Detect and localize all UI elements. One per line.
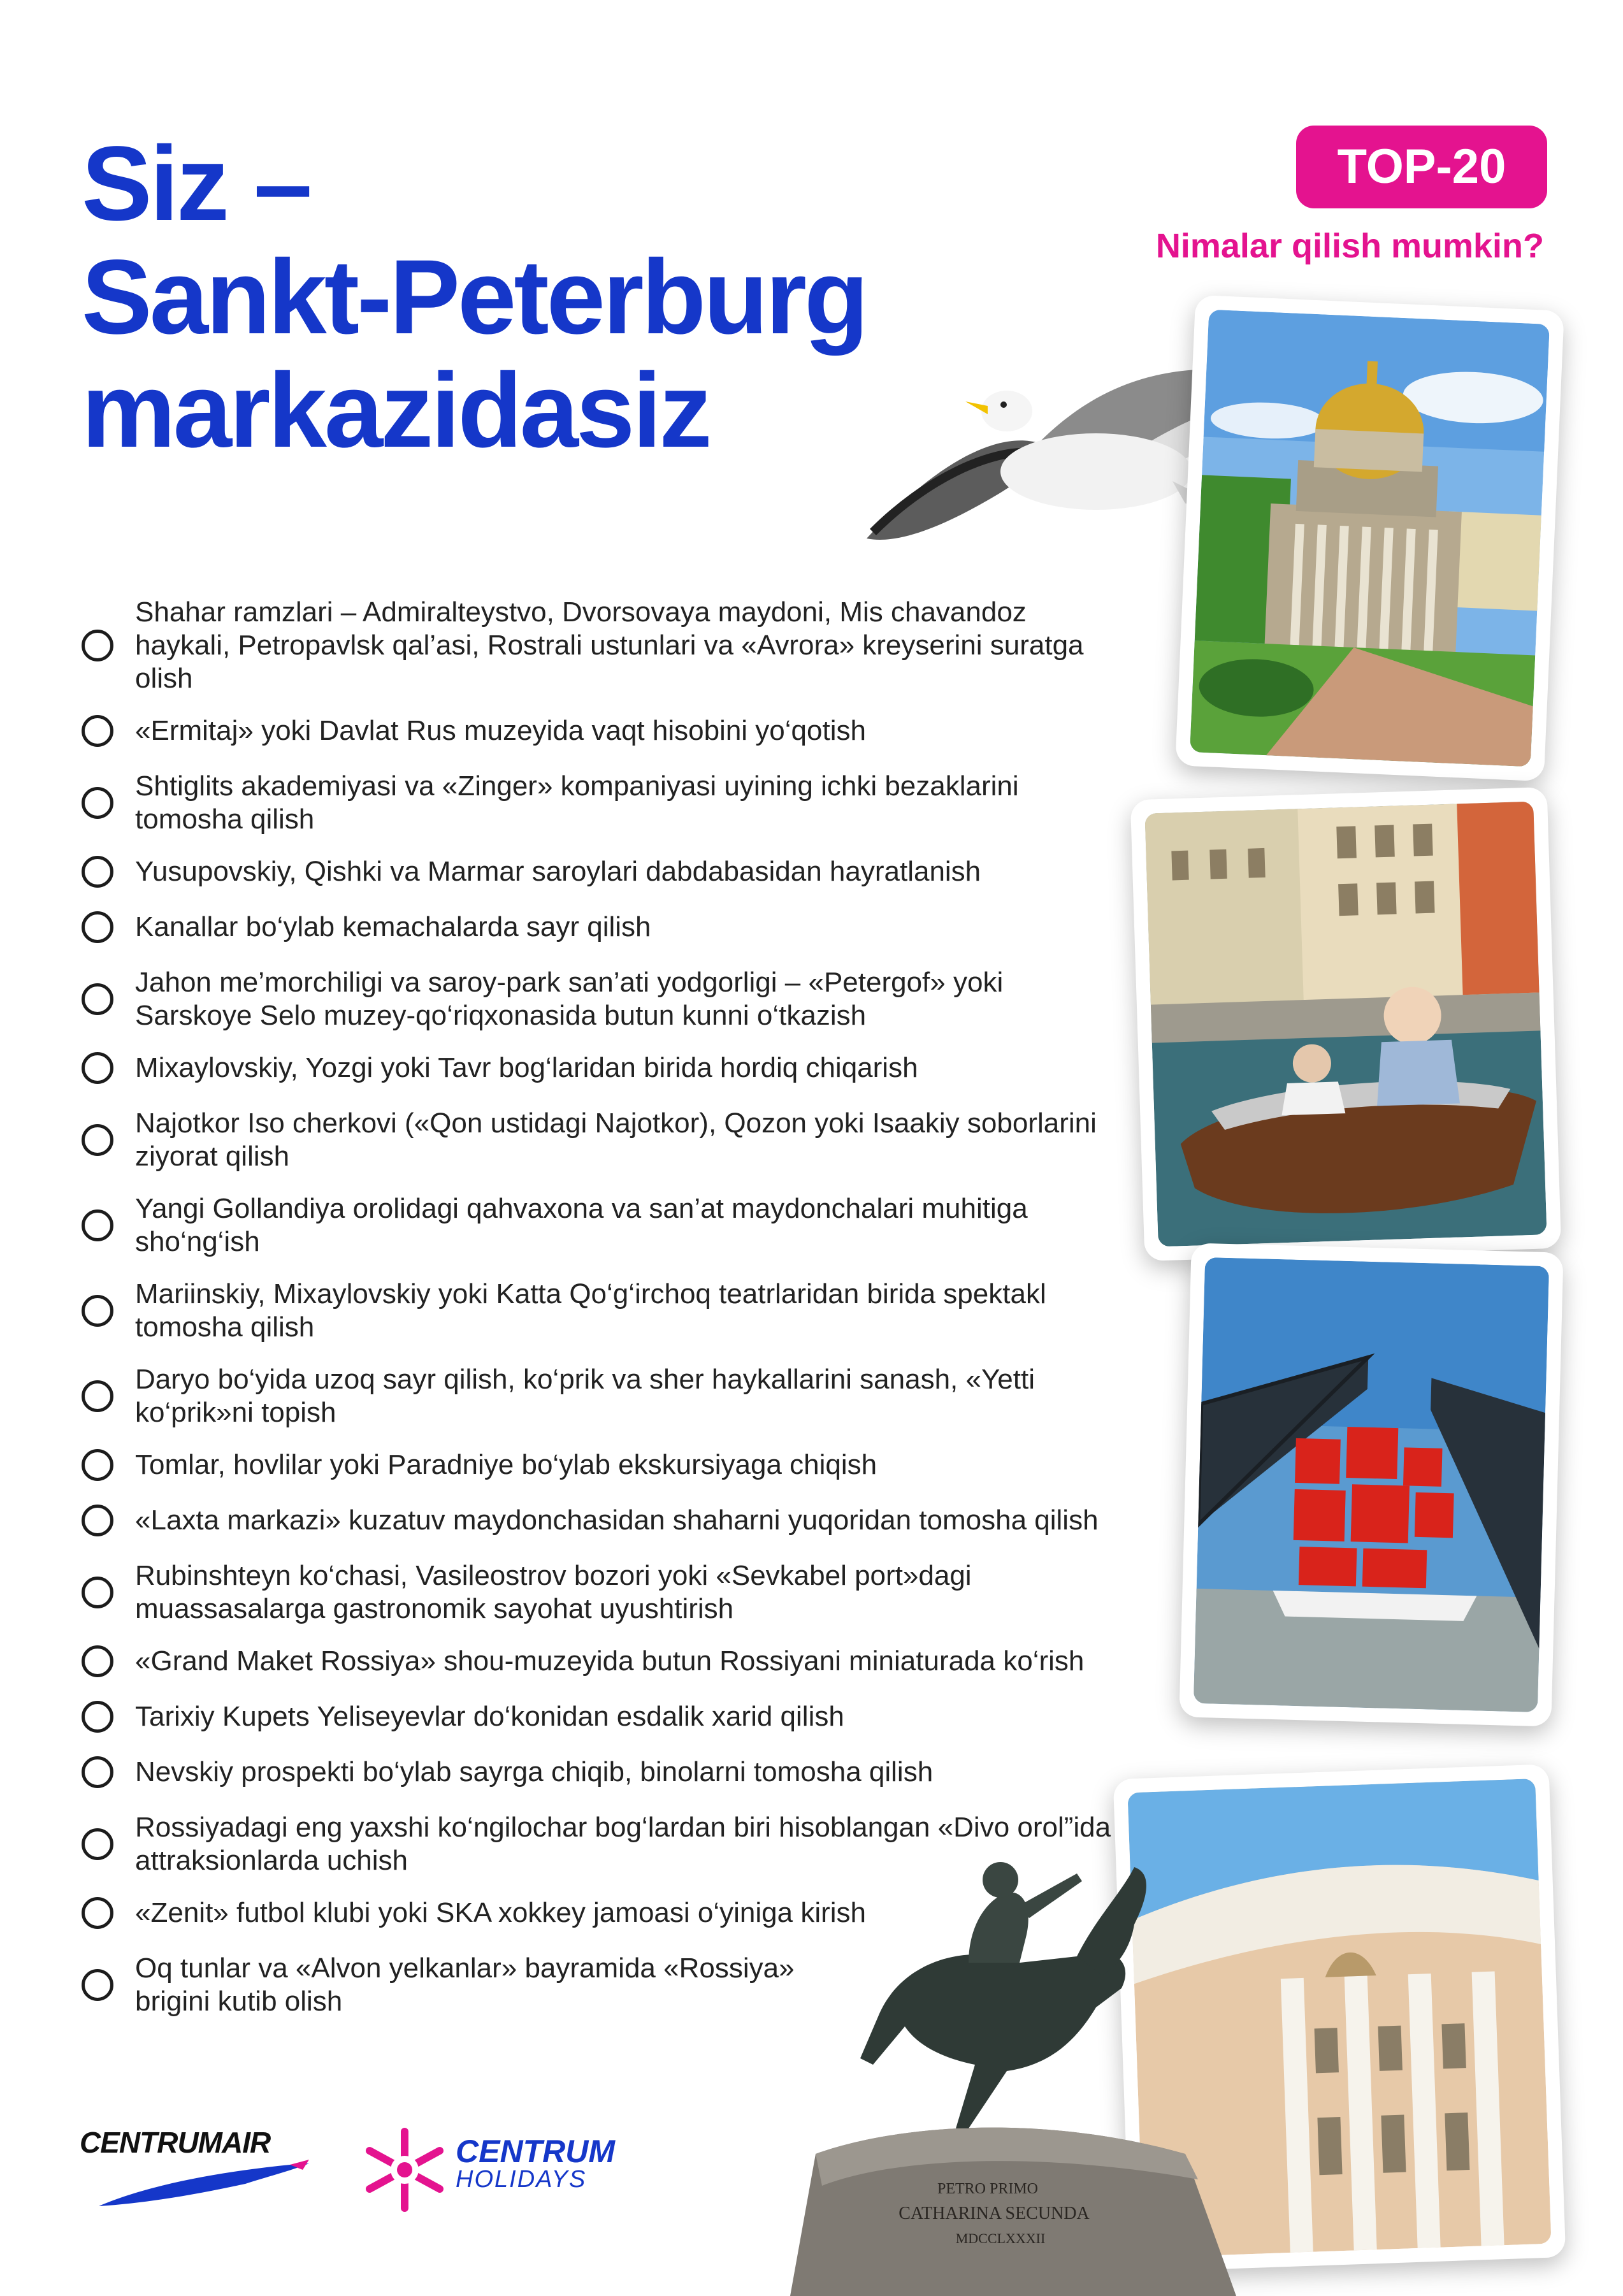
list-item[interactable]: [82, 1278, 1127, 1344]
item-text: Oq tunlar va «Alvon yelkanlar» bayramida «Rossiya» brigini kutib olish: [135, 1953, 795, 2017]
item-text: «Ermitaj» yoki Davlat Rus muzeyida vaqt hisobini yo‘qotish: [135, 715, 866, 746]
item-text: Jahon me’morchiligi va saroy-park san’ati yodgorligi – «Petergof» yoki Sarskoye Selo muzey-qo‘riqxonasida butun kunni o‘tkazish: [135, 967, 1004, 1031]
list-item[interactable]: [82, 1192, 1127, 1259]
list-item[interactable]: [82, 1756, 1127, 1789]
item-text: Rossiyadagi eng yaxshi ko‘ngilochar bog‘lardan biri hisoblangan «Divo orol”ida attraksionlarda uchish: [135, 1812, 1111, 1876]
list-item[interactable]: [82, 1952, 846, 2018]
monument-inscription-line-3: MDCCLXXXII: [955, 2230, 1046, 2246]
item-text: Rubinshteyn ko‘chasi, Vasileostrov bozori yoki «Sevkabel port»dagi muassasalarga gastronomik sayohat uyushtirish: [135, 1560, 972, 1624]
checkbox[interactable]: [82, 1577, 113, 1608]
star-burst-icon: [360, 2125, 449, 2214]
list-item[interactable]: [82, 966, 1127, 1032]
title-line-1: Siz –: [82, 125, 310, 243]
checkbox[interactable]: [82, 1295, 113, 1327]
holidays-subtext: HOLIDAYS: [456, 2166, 587, 2193]
checkbox[interactable]: [82, 1124, 113, 1156]
top-20-badge: TOP-20: [1296, 126, 1547, 208]
item-text: «Grand Maket Rossiya» shou-muzeyida butun Rossiyani miniaturada ko‘rish: [135, 1645, 1085, 1677]
checkbox[interactable]: [82, 1209, 113, 1241]
bronze-horseman-image: [777, 1797, 1274, 2296]
item-text: Tarixiy Kupets Yeliseyevlar do‘konidan esdalik xarid qilish: [135, 1701, 844, 1732]
list-item[interactable]: [82, 1645, 1127, 1678]
checkbox[interactable]: [82, 1969, 113, 2001]
checkbox[interactable]: [82, 911, 113, 943]
item-text: Tomlar, hovlilar yoki Paradniye bo‘ylab ekskursiyaga chiqish: [135, 1449, 877, 1480]
title-line-2: Sankt-Peterburg: [82, 238, 867, 356]
item-text: «Laxta markazi» kuzatuv maydonchasidan shaharni yuqoridan tomosha qilish: [135, 1505, 1099, 1536]
checkbox[interactable]: [82, 1380, 113, 1412]
list-item[interactable]: [82, 1559, 1127, 1626]
item-text: Najotkor Iso cherkovi («Qon ustidagi Najotkor), Qozon yoki Isaakiy soborlarini ziyorat qilish: [135, 1108, 1097, 1172]
holidays-wordmark: CENTRUM: [456, 2134, 615, 2169]
checkbox[interactable]: [82, 1645, 113, 1677]
list-item[interactable]: [82, 1051, 1127, 1085]
checkbox[interactable]: [82, 1756, 113, 1788]
checkbox[interactable]: [82, 1052, 113, 1084]
list-item[interactable]: [82, 855, 1127, 888]
checkbox[interactable]: [82, 856, 113, 888]
centrum-holidays-logo: [360, 2125, 717, 2221]
list-item[interactable]: [82, 770, 1127, 836]
list-item[interactable]: [82, 911, 1127, 944]
photo-cathedral: [1175, 295, 1564, 782]
item-text: Daryo bo‘yida uzoq sayr qilish, ko‘prik va sher haykallarini sanash, «Yetti ko‘prik»ni topish: [135, 1364, 1035, 1428]
checkbox[interactable]: [82, 1449, 113, 1481]
title-line-3: markazidasiz: [82, 352, 710, 470]
list-item[interactable]: [82, 714, 1127, 747]
checkbox[interactable]: [82, 787, 113, 819]
checkbox[interactable]: [82, 1897, 113, 1929]
centrumair-wordmark: CENTRUMAIR: [80, 2126, 271, 2159]
photo-scarlet-sails: [1179, 1243, 1563, 1726]
item-text: Kanallar bo‘ylab kemachalarda sayr qilish: [135, 911, 651, 942]
list-item[interactable]: [82, 1107, 1127, 1173]
item-text: Mariinskiy, Mixaylovskiy yoki Katta Qo‘g‘irchoq teatrlaridan birida spektakl tomosha qilish: [135, 1278, 1046, 1343]
item-text: Yusupovskiy, Qishki va Marmar saroylari dabdabasidan hayratlanish: [135, 856, 981, 887]
centrumair-logo: [80, 2125, 322, 2214]
checkbox[interactable]: [82, 1701, 113, 1733]
swallow-icon: [99, 2158, 315, 2209]
list-item[interactable]: [82, 1504, 1127, 1537]
checkbox[interactable]: [82, 983, 113, 1015]
list-item[interactable]: [82, 1700, 1127, 1733]
checkbox[interactable]: [82, 630, 113, 661]
list-item[interactable]: [82, 1363, 1127, 1429]
item-text: Shahar ramzlari – Admiralteystvo, Dvorsovaya maydoni, Mis chavandoz haykali, Petropavlsk qal’asi, Rostrali ustunlari va «Avrora» kreyserini suratga olish: [135, 596, 1084, 694]
monument-inscription-line-2: CATHARINA SECUNDA: [898, 2204, 1090, 2223]
list-item[interactable]: [82, 1448, 1127, 1482]
item-text: Shtiglits akademiyasi va «Zinger» kompaniyasi uyining ichki bezaklarini tomosha qilish: [135, 770, 1019, 835]
list-item[interactable]: [82, 596, 1127, 695]
item-text: «Zenit» futbol klubi yoki SKA xokkey jamoasi o‘yiniga kirish: [135, 1897, 866, 1928]
item-text: Mixaylovskiy, Yozgi yoki Tavr bog‘laridan birida hordiq chiqarish: [135, 1052, 918, 1083]
item-text: Yangi Gollandiya orolidagi qahvaxona va san’at maydonchalari muhitiga sho‘ng‘ish: [135, 1193, 1028, 1257]
subtitle: Nimalar qilish mumkin?: [1155, 227, 1544, 265]
monument-inscription-line-1: PETRO PRIMO: [937, 2181, 1039, 2197]
checkbox[interactable]: [82, 715, 113, 747]
checkbox[interactable]: [82, 1828, 113, 1860]
checkbox[interactable]: [82, 1505, 113, 1536]
item-text: Nevskiy prospekti bo‘ylab sayrga chiqib, binolarni tomosha qilish: [135, 1756, 934, 1787]
photo-boat-canal: [1130, 787, 1561, 1261]
